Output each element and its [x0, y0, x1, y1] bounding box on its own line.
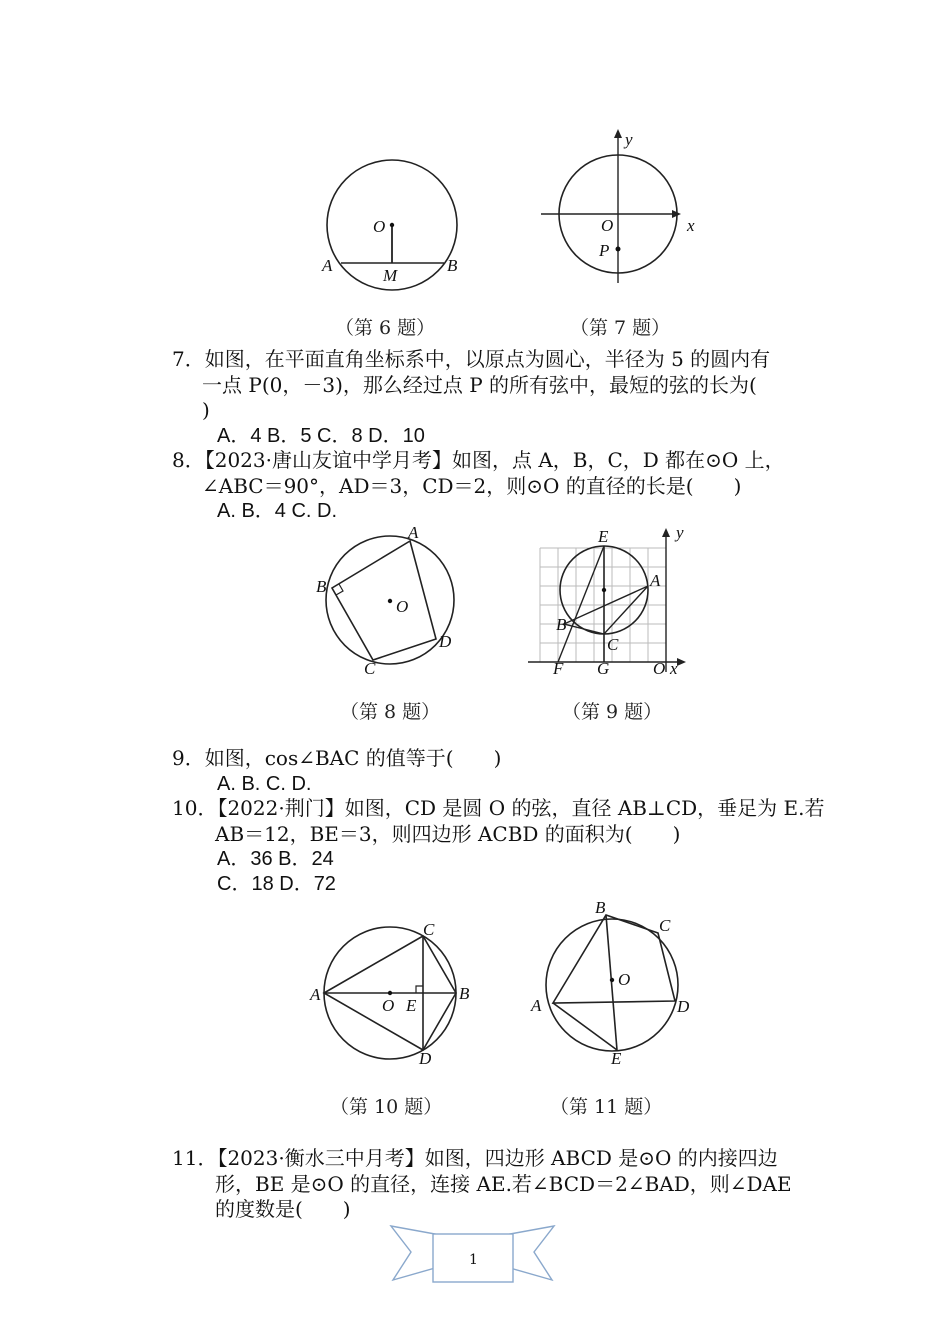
q7-line1: 7．如图，在平面直角坐标系中，以原点为圆心，半径为 5 的圆内有 — [172, 347, 771, 371]
label-d: D — [439, 632, 452, 651]
page-number: 1 — [469, 1252, 478, 1268]
chord-ae — [553, 1003, 617, 1050]
label-e: E — [406, 996, 417, 1015]
center-dot — [390, 223, 394, 227]
caption-fig6: （第 6 题） — [335, 317, 436, 339]
label-d: D — [677, 997, 690, 1016]
q9-line1: 9．如图，cos∠BAC 的值等于( ) — [172, 746, 502, 770]
label-c: C — [659, 916, 671, 935]
label-c: C — [423, 920, 435, 939]
q11-line2: 形，BE 是⊙O 的直径，连接 AE.若∠BCD＝2∠BAD，则∠DAE — [215, 1172, 792, 1196]
label-a: A — [650, 571, 661, 590]
label-o: O — [396, 597, 409, 616]
segment-fe — [558, 546, 604, 662]
q11-line1: 11．【2023·衡水三中月考】如图，四边形 ABCD 是⊙O 的内接四边 — [172, 1146, 778, 1170]
label-g: G — [597, 659, 610, 678]
figure-9 — [520, 518, 700, 683]
figure-8 — [310, 518, 460, 683]
q11-line3: 的度数是( ) — [215, 1197, 351, 1221]
caption-fig10: （第 10 题） — [330, 1096, 443, 1118]
q10-line2: AB＝12，BE＝3，则四边形 ACBD 的面积为( ) — [215, 822, 681, 846]
label-b: B — [459, 984, 470, 1003]
label-x: x — [687, 216, 695, 235]
label-o: O — [618, 970, 631, 989]
label-b: B — [316, 577, 327, 596]
label-a: A — [408, 523, 419, 542]
triangle-abc — [564, 586, 648, 634]
q7-options: A．4 B．5 C．8 D．10 — [217, 425, 425, 447]
label-m: M — [383, 266, 398, 285]
figure-11 — [525, 893, 705, 1073]
caption-fig11: （第 11 题） — [550, 1096, 663, 1118]
ribbon-left-tail — [391, 1226, 435, 1280]
q8-options: A. B．4 C. D. — [217, 500, 338, 522]
label-o: O — [382, 996, 395, 1015]
label-b: B — [556, 615, 567, 634]
center-dot — [388, 991, 392, 995]
label-d: D — [419, 1049, 432, 1068]
label-a: A — [322, 256, 333, 275]
ribbon-right-tail — [510, 1226, 554, 1280]
right-angle-mark — [416, 986, 423, 993]
center-dot — [388, 599, 392, 603]
label-b: B — [447, 256, 458, 275]
label-o: O — [601, 216, 614, 235]
label-a: A — [310, 985, 321, 1004]
q7-line2: 一点 P(0，－3)，那么经过点 P 的所有弦中，最短的弦的长为( — [202, 373, 757, 397]
figure-7 — [535, 125, 710, 305]
label-x: x — [670, 659, 678, 678]
label-p: P — [599, 241, 610, 260]
label-o: O — [653, 659, 666, 678]
label-a: A — [531, 996, 542, 1015]
y-axis-arrow — [614, 129, 622, 138]
q9-options: A. B. C. D. — [217, 773, 312, 795]
q10-options2: C．18 D．72 — [217, 873, 336, 895]
label-y: y — [676, 523, 684, 542]
caption-fig8: （第 8 题） — [340, 701, 441, 723]
label-c: C — [364, 659, 376, 678]
label-c: C — [607, 635, 619, 654]
diameter-be — [606, 915, 617, 1050]
figure-10 — [305, 915, 485, 1075]
caption-fig9: （第 9 题） — [562, 701, 663, 723]
figure-6 — [310, 155, 480, 295]
label-b: B — [595, 898, 606, 917]
caption-fig7: （第 7 题） — [570, 317, 671, 339]
y-axis-arrow — [662, 528, 670, 537]
grid — [540, 548, 666, 662]
q10-options1: A．36 B．24 — [217, 848, 334, 870]
x-axis-arrow — [677, 658, 686, 666]
quadrilateral-abcd — [332, 541, 436, 660]
q10-line1: 10．【2022·荆门】如图，CD 是圆 O 的弦，直径 AB⊥CD，垂足为 E.若 — [172, 796, 825, 820]
q7-line3: ) — [202, 398, 210, 422]
quadrilateral-abcd — [553, 915, 675, 1003]
point-p — [616, 247, 621, 252]
label-e: E — [598, 527, 609, 546]
q8-line1: 8．【2023·唐山友谊中学月考】如图，点 A，B，C，D 都在⊙O 上， — [172, 448, 785, 472]
center-dot — [602, 588, 606, 592]
label-e: E — [611, 1049, 622, 1068]
q8-line2: ∠ABC＝90°，AD＝3，CD＝2，则⊙O 的直径的长是( ) — [202, 474, 742, 498]
center-dot — [610, 978, 614, 982]
label-f: F — [553, 659, 564, 678]
label-y: y — [625, 130, 633, 149]
label-o: O — [373, 217, 386, 236]
